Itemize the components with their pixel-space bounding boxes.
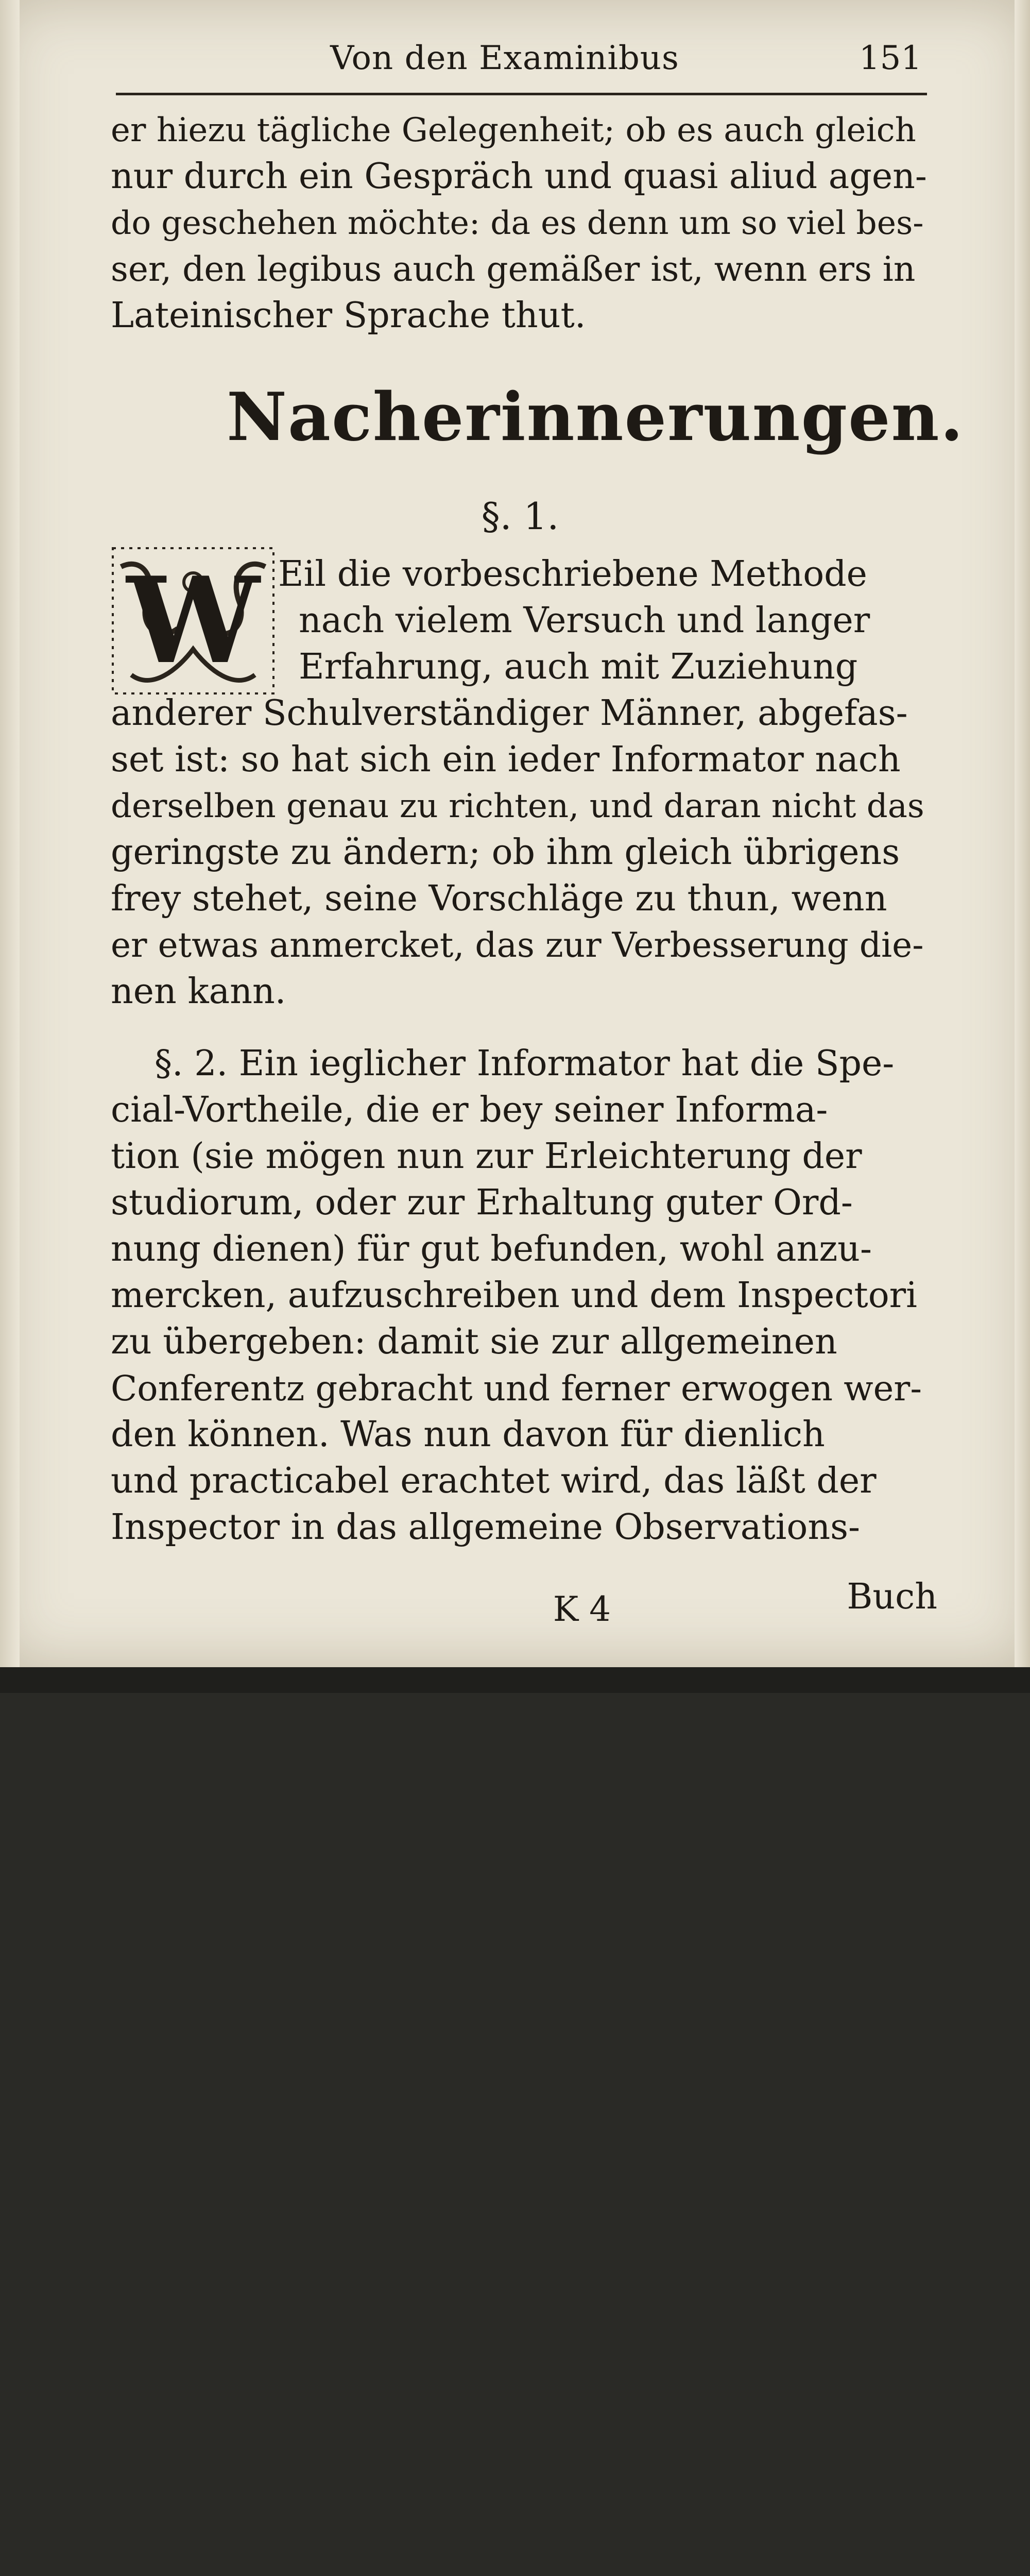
text-line: mercken, aufzuschreiben und dem Inspectori bbox=[111, 1275, 917, 1316]
text-line: Lateinischer Sprache thut. bbox=[111, 295, 586, 336]
text-line: derselben genau zu richten, und daran nicht das bbox=[111, 787, 924, 825]
viewer-footer-bar bbox=[0, 1667, 1030, 1693]
text-line: frey stehet, seine Vorschläge zu thun, wenn bbox=[111, 878, 887, 919]
text-line: cial-Vortheile, die er bey seiner Informa- bbox=[111, 1090, 828, 1130]
text-line: do geschehen möchte: da es denn um so viel bes- bbox=[111, 204, 924, 242]
text-line: er etwas anmercket, das zur Verbesserung die- bbox=[111, 925, 924, 965]
page-number: 151 bbox=[859, 39, 922, 77]
catchword: Buch bbox=[847, 1577, 937, 1617]
text-line: nung dienen) für gut befunden, wohl anzu- bbox=[111, 1229, 872, 1269]
text-line: tion (sie mögen nun zur Erleichterung der bbox=[111, 1136, 862, 1177]
text-line: nur durch ein Gespräch und quasi aliud agen- bbox=[111, 156, 927, 197]
text-line: §. 2. Ein ieglicher Informator hat die Spe- bbox=[154, 1043, 895, 1084]
text-line: anderer Schulverständiger Männer, abgefas- bbox=[111, 693, 908, 734]
text-line: studiorum, oder zur Erhaltung guter Ord- bbox=[111, 1182, 853, 1223]
text-line: set ist: so hat sich ein ieder Informator nach bbox=[111, 739, 901, 780]
page-edge-shadow bbox=[1015, 0, 1030, 1667]
text-line: zu übergeben: damit sie zur allgemeinen bbox=[111, 1321, 837, 1362]
text-line: ser, den legibus auch gemäßer ist, wenn ers in bbox=[111, 249, 916, 289]
text-line: nach vielem Versuch und langer bbox=[299, 600, 870, 641]
page-gutter bbox=[0, 0, 20, 1667]
text-line: Erfahrung, auch mit Zuziehung bbox=[299, 647, 858, 687]
text-line: nen kann. bbox=[111, 971, 286, 1012]
text-line: und practicabel erachtet wird, das läßt der bbox=[111, 1461, 877, 1501]
header-rule bbox=[116, 93, 927, 95]
drop-cap-letter: W bbox=[126, 551, 260, 690]
signature-mark: K 4 bbox=[553, 1589, 611, 1629]
text-line: Eil die vorbeschriebene Methode bbox=[278, 554, 867, 595]
drop-cap-ornament bbox=[111, 546, 276, 696]
paragraph-number: §. 1. bbox=[481, 495, 559, 538]
text-line: Conferentz gebracht und ferner erwogen wer- bbox=[111, 1368, 922, 1409]
text-line: den können. Was nun davon für dienlich bbox=[111, 1414, 825, 1455]
text-line: Inspector in das allgemeine Observations- bbox=[111, 1507, 861, 1548]
section-title: Nacherinnerungen. bbox=[227, 379, 965, 456]
text-line: er hiezu tägliche Gelegenheit; ob es auch gleich bbox=[111, 111, 916, 149]
text-line: geringste zu ändern; ob ihm gleich übrigens bbox=[111, 832, 900, 873]
running-head: Von den Examinibus bbox=[330, 39, 679, 77]
